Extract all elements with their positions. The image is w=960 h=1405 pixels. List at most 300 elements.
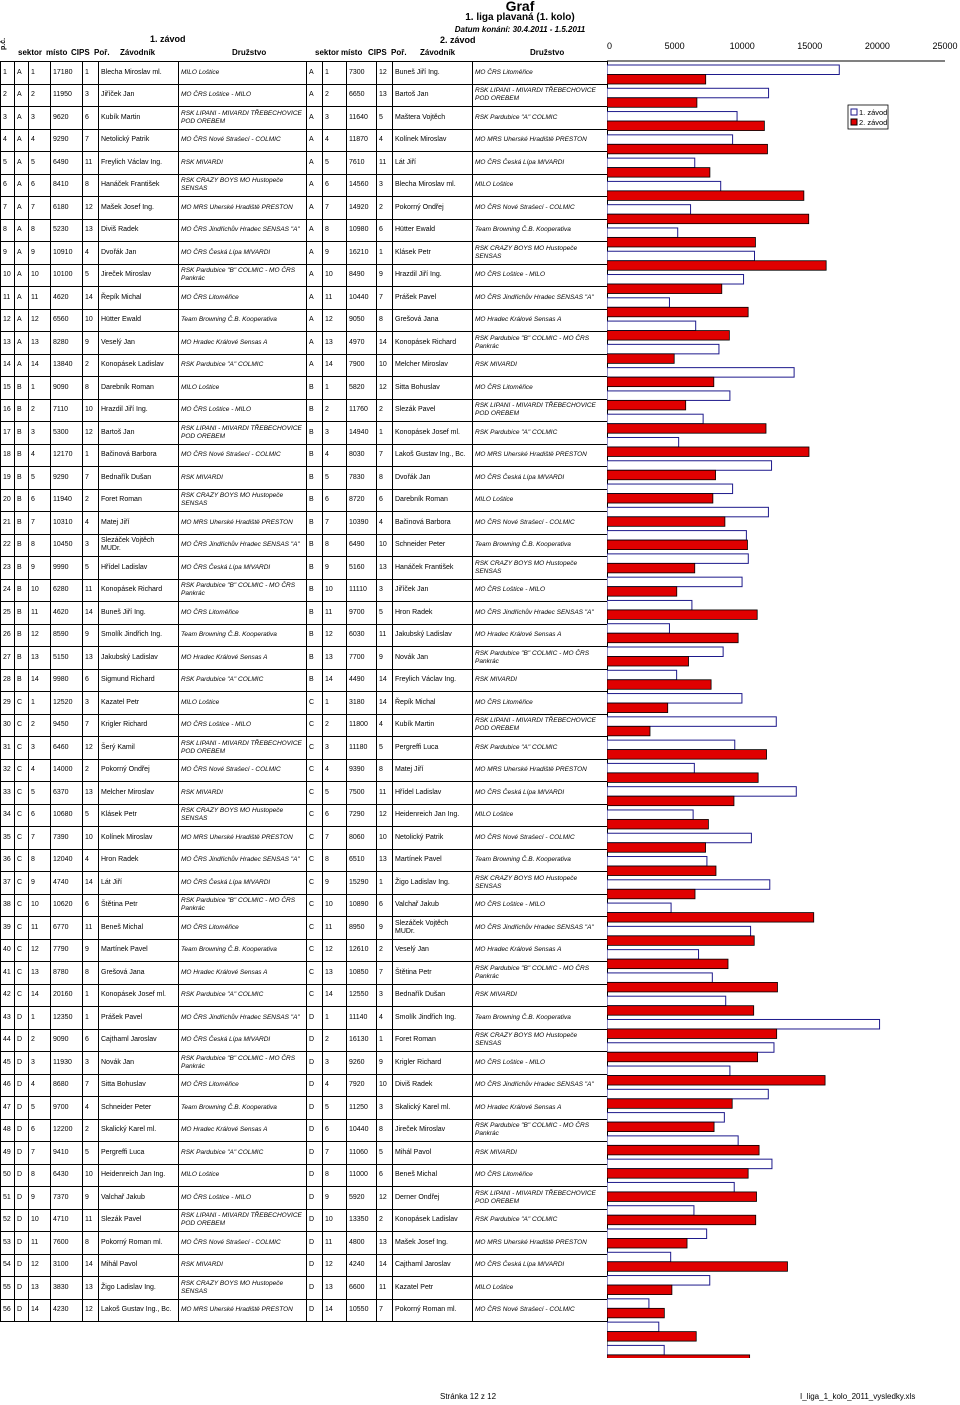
team-cell: Team Browning Č.B. Kooperativa xyxy=(179,1097,307,1120)
place-cell: 6 xyxy=(323,1119,347,1142)
competitor-cell: Slezák Pavel xyxy=(393,399,473,422)
place-cell: 1 xyxy=(323,62,347,85)
cips-cell: 4490 xyxy=(347,669,377,692)
table-row xyxy=(1,1209,608,1232)
bar-race-1 xyxy=(607,228,678,238)
sector-cell: A xyxy=(15,309,29,332)
rank-cell: 3 xyxy=(83,84,99,107)
rank-cell: 12 xyxy=(377,1187,393,1210)
bar-race-2 xyxy=(607,1239,687,1249)
place-cell: 10 xyxy=(323,579,347,602)
bar-race-1 xyxy=(607,205,691,215)
team-cell: MO ČRS Jindřichův Hradec SENSAS "A" xyxy=(473,1074,608,1097)
col-druzstvo-2: Družstvo xyxy=(530,48,565,57)
rank-cell: 5 xyxy=(377,602,393,625)
place-cell: 5 xyxy=(323,782,347,805)
competitor-cell: Klásek Petr xyxy=(99,804,179,827)
place-cell: 7 xyxy=(29,512,51,535)
cips-cell: 14000 xyxy=(51,759,83,782)
pc-cell: 19 xyxy=(1,467,15,490)
bar-race-2 xyxy=(607,144,767,154)
cips-cell: 7110 xyxy=(51,399,83,422)
cips-cell: 5230 xyxy=(51,219,83,242)
rank-cell: 8 xyxy=(377,467,393,490)
table-row xyxy=(1,107,608,130)
place-cell: 13 xyxy=(323,1277,347,1300)
cips-cell: 10390 xyxy=(347,512,377,535)
team-cell: MO ČRS Jindřichův Hradec SENSAS "A" xyxy=(179,219,307,242)
competitor-cell: Jakubský Ladislav xyxy=(99,647,179,670)
competitor-cell: Slezáček Vojtěch MUDr. xyxy=(99,534,179,557)
sector-cell: C xyxy=(307,939,323,962)
team-cell: RSK MIVARDI xyxy=(179,467,307,490)
place-cell: 2 xyxy=(323,714,347,737)
bar-race-1 xyxy=(607,1229,707,1239)
rank-cell: 13 xyxy=(377,557,393,580)
team-cell: RSK LIPANI - MIVARDI TŘEBECHOVICE POD OREBEM xyxy=(179,422,307,445)
bar-race-2 xyxy=(607,1122,714,1132)
place-cell: 13 xyxy=(29,962,51,985)
table-row xyxy=(1,962,608,985)
rank-cell: 2 xyxy=(377,399,393,422)
place-cell: 8 xyxy=(323,534,347,557)
table-row xyxy=(1,579,608,602)
cips-cell: 11180 xyxy=(347,737,377,760)
cips-cell: 13350 xyxy=(347,1209,377,1232)
rank-cell: 7 xyxy=(83,714,99,737)
competitor-cell: Lát Jiří xyxy=(393,152,473,175)
sector-cell: D xyxy=(307,1007,323,1030)
table-row xyxy=(1,1254,608,1277)
cips-cell: 16210 xyxy=(347,242,377,265)
bar-race-2 xyxy=(607,470,716,480)
cips-cell: 11800 xyxy=(347,714,377,737)
place-cell: 4 xyxy=(323,1074,347,1097)
bar-race-1 xyxy=(607,1182,734,1192)
bar-race-1 xyxy=(607,437,679,447)
place-cell: 2 xyxy=(29,399,51,422)
cips-cell: 7290 xyxy=(347,804,377,827)
sector-cell: A xyxy=(15,84,29,107)
pc-cell: 26 xyxy=(1,624,15,647)
cips-cell: 7500 xyxy=(347,782,377,805)
sector-cell: C xyxy=(15,714,29,737)
cips-cell: 7610 xyxy=(347,152,377,175)
cips-cell: 9980 xyxy=(51,669,83,692)
place-cell: 8 xyxy=(29,1164,51,1187)
sector-cell: A xyxy=(307,152,323,175)
footer-file: I_liga_1_kolo_2011_vysledky.xls xyxy=(800,1392,916,1401)
competitor-cell: Matej Jiří xyxy=(393,759,473,782)
pc-cell: 30 xyxy=(1,714,15,737)
cips-cell: 10680 xyxy=(51,804,83,827)
table-row xyxy=(1,647,608,670)
place-cell: 6 xyxy=(29,174,51,197)
rank-cell: 13 xyxy=(377,84,393,107)
bar-race-2 xyxy=(607,284,722,294)
competitor-cell: Sitta Bohuslav xyxy=(99,1074,179,1097)
rank-cell: 6 xyxy=(83,669,99,692)
cips-cell: 12200 xyxy=(51,1119,83,1142)
place-cell: 8 xyxy=(29,219,51,242)
bar-race-2 xyxy=(607,121,764,131)
team-cell: MILO Loštice xyxy=(179,1164,307,1187)
rank-cell: 11 xyxy=(83,1209,99,1232)
pc-cell: 53 xyxy=(1,1232,15,1255)
competitor-cell: Pokorný Ondřej xyxy=(99,759,179,782)
competitor-cell: Smolík Jindřich Ing. xyxy=(393,1007,473,1030)
table-row xyxy=(1,917,608,940)
competitor-cell: Maštera Vojtěch xyxy=(393,107,473,130)
sector-cell: A xyxy=(15,174,29,197)
sector-cell: A xyxy=(307,197,323,220)
table-row xyxy=(1,1074,608,1097)
bar-race-1 xyxy=(607,414,703,424)
rank-cell: 14 xyxy=(377,692,393,715)
sector-cell: D xyxy=(307,1074,323,1097)
cips-cell: 11940 xyxy=(51,489,83,512)
competitor-cell: Dvořák Jan xyxy=(393,467,473,490)
table-row xyxy=(1,174,608,197)
cips-cell: 8030 xyxy=(347,444,377,467)
team-cell: MO ČRS Jindřichův Hradec SENSAS "A" xyxy=(179,534,307,557)
table-row xyxy=(1,84,608,107)
place-cell: 9 xyxy=(323,872,347,895)
competitor-cell: Lakoš Gustav Ing., Bc. xyxy=(393,444,473,467)
pc-cell: 35 xyxy=(1,827,15,850)
competitor-cell: Konopásek Ladislav xyxy=(99,354,179,377)
team-cell: MILO Loštice xyxy=(179,692,307,715)
cips-cell: 5150 xyxy=(51,647,83,670)
competitor-cell: Kubík Martin xyxy=(99,107,179,130)
cips-cell: 8680 xyxy=(51,1074,83,1097)
competitor-cell: Kubík Martin xyxy=(393,714,473,737)
place-cell: 9 xyxy=(29,872,51,895)
bar-race-1 xyxy=(607,1043,774,1053)
team-cell: MO ČRS Litoměřice xyxy=(473,62,608,85)
rank-cell: 7 xyxy=(377,962,393,985)
team-cell: RSK MIVARDI xyxy=(473,669,608,692)
sector-cell: D xyxy=(15,1119,29,1142)
sector-cell: A xyxy=(15,332,29,355)
team-cell: RSK MIVARDI xyxy=(179,1254,307,1277)
legend-swatch-race-1 xyxy=(851,109,857,115)
sector-cell: C xyxy=(307,737,323,760)
bar-race-2 xyxy=(607,843,706,853)
rank-cell: 2 xyxy=(377,197,393,220)
team-cell: MO Hradec Králové Sensas A xyxy=(179,647,307,670)
rank-cell: 12 xyxy=(377,804,393,827)
cips-cell: 7600 xyxy=(51,1232,83,1255)
rank-cell: 3 xyxy=(83,692,99,715)
bar-race-1 xyxy=(607,926,751,936)
rank-cell: 4 xyxy=(377,714,393,737)
pc-cell: 21 xyxy=(1,512,15,535)
competitor-cell: Mihál Pavol xyxy=(393,1142,473,1165)
bar-race-1 xyxy=(607,833,751,843)
rank-cell: 1 xyxy=(377,1029,393,1052)
team-cell: Team Browning Č.B. Kooperativa xyxy=(179,939,307,962)
sector-cell: A xyxy=(15,62,29,85)
bar-race-2 xyxy=(607,936,754,946)
bar-race-1 xyxy=(607,717,776,727)
bar-race-1 xyxy=(607,1299,649,1309)
bar-race-2 xyxy=(607,1052,758,1062)
table-row xyxy=(1,287,608,310)
rank-cell: 9 xyxy=(377,264,393,287)
rank-cell: 10 xyxy=(83,1164,99,1187)
table-row xyxy=(1,872,608,895)
team-cell: MO ČRS Česká Lípa MIVARDI xyxy=(179,242,307,265)
rank-cell: 5 xyxy=(83,804,99,827)
place-cell: 1 xyxy=(323,377,347,400)
legend-label-race-1: 1. závod xyxy=(859,108,888,117)
cips-cell: 4970 xyxy=(347,332,377,355)
pc-cell: 20 xyxy=(1,489,15,512)
col-cips-1: CIPS xyxy=(71,48,90,57)
cips-cell: 11870 xyxy=(347,129,377,152)
place-cell: 2 xyxy=(323,84,347,107)
x-tick-label: 5000 xyxy=(664,41,685,51)
place-cell: 1 xyxy=(29,62,51,85)
results-chart xyxy=(607,38,960,1358)
competitor-cell: Krigler Richard xyxy=(393,1052,473,1075)
cips-cell: 11760 xyxy=(347,399,377,422)
place-cell: 8 xyxy=(323,1164,347,1187)
place-cell: 14 xyxy=(323,984,347,1007)
rank-cell: 4 xyxy=(83,1097,99,1120)
cips-cell: 9390 xyxy=(347,759,377,782)
sector-cell: A xyxy=(307,242,323,265)
pc-cell: 2 xyxy=(1,84,15,107)
table-row xyxy=(1,1007,608,1030)
rank-cell: 7 xyxy=(83,129,99,152)
cips-cell: 16130 xyxy=(347,1029,377,1052)
place-cell: 14 xyxy=(29,354,51,377)
bar-race-2 xyxy=(607,1332,696,1342)
cips-cell: 15290 xyxy=(347,872,377,895)
cips-cell: 6460 xyxy=(51,737,83,760)
place-cell: 13 xyxy=(323,962,347,985)
team-cell: MO ČRS Loštice - MILO xyxy=(473,264,608,287)
competitor-cell: Jireček Miroslav xyxy=(393,1119,473,1142)
sector-cell: D xyxy=(307,1164,323,1187)
competitor-cell: Kolínek Miroslav xyxy=(99,827,179,850)
team-cell: RSK CRAZY BOYS MO Hustopeče SENSAS xyxy=(179,1277,307,1300)
rank-cell: 2 xyxy=(83,759,99,782)
team-cell: MO MRS Uherské Hradiště PRESTON xyxy=(179,512,307,535)
sector-cell: A xyxy=(15,264,29,287)
bar-race-2 xyxy=(607,1099,732,1109)
bar-race-1 xyxy=(607,321,696,331)
team-cell: RSK Pardubice "B" COLMIC - MO ČRS Pankrác xyxy=(179,894,307,917)
bar-race-1 xyxy=(607,1206,694,1216)
bar-race-1 xyxy=(607,647,723,657)
sector-cell: B xyxy=(307,467,323,490)
pc-cell: 13 xyxy=(1,332,15,355)
team-cell: MO Hradec Králové Sensas A xyxy=(179,1119,307,1142)
table-row xyxy=(1,1277,608,1300)
competitor-cell: Konopásek Josef ml. xyxy=(99,984,179,1007)
competitor-cell: Derner Ondřej xyxy=(393,1187,473,1210)
col-misto-2: místo xyxy=(341,48,363,57)
cips-cell: 6490 xyxy=(51,152,83,175)
pc-cell: 29 xyxy=(1,692,15,715)
cips-cell: 4740 xyxy=(51,872,83,895)
competitor-cell: Konopásek Richard xyxy=(99,579,179,602)
rank-cell: 9 xyxy=(377,1052,393,1075)
bar-race-2 xyxy=(607,447,809,457)
bar-race-1 xyxy=(607,1159,772,1169)
rank-cell: 8 xyxy=(83,174,99,197)
team-cell: RSK LIPANI - MIVARDI TŘEBECHOVICE POD OREBEM xyxy=(179,737,307,760)
sector-cell: C xyxy=(15,827,29,850)
sector-cell: C xyxy=(307,782,323,805)
place-cell: 1 xyxy=(323,1007,347,1030)
rank-cell: 13 xyxy=(377,1232,393,1255)
bar-race-1 xyxy=(607,275,744,285)
sector-cell: A xyxy=(307,107,323,130)
competitor-cell: Šerý Kamil xyxy=(99,737,179,760)
place-cell: 14 xyxy=(323,354,347,377)
rank-cell: 11 xyxy=(83,152,99,175)
rank-cell: 8 xyxy=(377,759,393,782)
place-cell: 5 xyxy=(29,782,51,805)
team-cell: RSK Pardubice "A" COLMIC xyxy=(473,107,608,130)
rank-cell: 8 xyxy=(83,962,99,985)
rank-cell: 9 xyxy=(83,332,99,355)
pc-cell: 16 xyxy=(1,399,15,422)
pc-cell: 11 xyxy=(1,287,15,310)
team-cell: MO ČRS Jindřichův Hradec SENSAS "A" xyxy=(473,917,608,940)
team-cell: MO ČRS Jindřichův Hradec SENSAS "A" xyxy=(179,849,307,872)
team-cell: MO ČRS Nové Strašecí - COLMIC xyxy=(473,512,608,535)
place-cell: 5 xyxy=(29,467,51,490)
cips-cell: 11060 xyxy=(347,1142,377,1165)
competitor-cell: Mihál Pavol xyxy=(99,1254,179,1277)
bar-race-2 xyxy=(607,424,766,434)
place-cell: 3 xyxy=(29,737,51,760)
place-cell: 9 xyxy=(29,1187,51,1210)
sector-cell: D xyxy=(15,1254,29,1277)
bar-race-1 xyxy=(607,88,769,98)
table-row xyxy=(1,1232,608,1255)
bar-race-2 xyxy=(607,866,716,876)
place-cell: 10 xyxy=(323,264,347,287)
cips-cell: 12520 xyxy=(51,692,83,715)
cips-cell: 6370 xyxy=(51,782,83,805)
bar-race-1 xyxy=(607,903,671,913)
competitor-cell: Beneš Michal xyxy=(393,1164,473,1187)
pc-cell: 41 xyxy=(1,962,15,985)
sector-cell: B xyxy=(15,602,29,625)
rank-cell: 8 xyxy=(377,1119,393,1142)
team-cell: RSK LIPANI - MIVARDI TŘEBECHOVICE POD OREBEM xyxy=(473,399,608,422)
sector-cell: B xyxy=(307,557,323,580)
sector-cell: C xyxy=(307,894,323,917)
cips-cell: 9410 xyxy=(51,1142,83,1165)
place-cell: 14 xyxy=(29,669,51,692)
team-cell: RSK CRAZY BOYS MO Hustopeče SENSAS xyxy=(473,1029,608,1052)
team-cell: MO ČRS Nové Strašecí - COLMIC xyxy=(473,1299,608,1322)
rank-cell: 7 xyxy=(377,444,393,467)
team-cell: MO ČRS Nové Strašecí - COLMIC xyxy=(473,197,608,220)
sector-cell: D xyxy=(15,1029,29,1052)
cips-cell: 5820 xyxy=(347,377,377,400)
pc-cell: 8 xyxy=(1,219,15,242)
rank-cell: 4 xyxy=(377,1007,393,1030)
pc-cell: 34 xyxy=(1,804,15,827)
pc-cell: 56 xyxy=(1,1299,15,1322)
bar-race-2 xyxy=(607,191,804,201)
pc-cell: 27 xyxy=(1,647,15,670)
team-cell: RSK Pardubice "A" COLMIC xyxy=(179,984,307,1007)
place-cell: 12 xyxy=(323,1254,347,1277)
rank-cell: 12 xyxy=(83,422,99,445)
team-cell: MO ČRS Litoměřice xyxy=(473,377,608,400)
team-cell: MO ČRS Loštice - MILO xyxy=(473,894,608,917)
team-cell: MO MRS Uherské Hradiště PRESTON xyxy=(473,129,608,152)
place-cell: 2 xyxy=(29,714,51,737)
place-cell: 3 xyxy=(323,107,347,130)
competitor-cell: Schneider Peter xyxy=(99,1097,179,1120)
cips-cell: 10980 xyxy=(347,219,377,242)
cips-cell: 11110 xyxy=(347,579,377,602)
team-cell: Team Browning Č.B. Kooperativa xyxy=(179,309,307,332)
team-cell: MO ČRS Nové Strašecí - COLMIC xyxy=(473,827,608,850)
rank-cell: 1 xyxy=(83,1007,99,1030)
footer-page: Stránka 12 z 12 xyxy=(440,1392,497,1401)
competitor-cell: Valchař Jakub xyxy=(99,1187,179,1210)
bar-race-2 xyxy=(607,1006,754,1016)
place-cell: 1 xyxy=(29,1007,51,1030)
rank-cell: 2 xyxy=(83,1119,99,1142)
place-cell: 6 xyxy=(29,489,51,512)
competitor-cell: Kazatel Petr xyxy=(99,692,179,715)
place-cell: 6 xyxy=(323,489,347,512)
table-row xyxy=(1,62,608,85)
bar-race-2 xyxy=(607,796,734,806)
sector-cell: B xyxy=(307,377,323,400)
cips-cell: 12350 xyxy=(51,1007,83,1030)
sector-cell: C xyxy=(15,939,29,962)
pc-cell: 50 xyxy=(1,1164,15,1187)
cips-cell: 8060 xyxy=(347,827,377,850)
sector-cell: D xyxy=(307,1254,323,1277)
bar-race-1 xyxy=(607,1136,738,1146)
team-cell: MO ČRS Nové Strašecí - COLMIC xyxy=(179,1232,307,1255)
bar-race-1 xyxy=(607,577,742,587)
col-por-1: Poř. xyxy=(94,48,110,57)
rank-cell: 11 xyxy=(377,782,393,805)
team-cell: MO ČRS Loštice - MILO xyxy=(473,1052,608,1075)
cips-cell: 8780 xyxy=(51,962,83,985)
bar-race-2 xyxy=(607,773,758,783)
bar-race-1 xyxy=(607,1276,710,1286)
table-row xyxy=(1,1299,608,1322)
sector-cell: A xyxy=(15,129,29,152)
cips-cell: 8490 xyxy=(347,264,377,287)
competitor-cell: Lát Jiří xyxy=(99,872,179,895)
pc-cell: 23 xyxy=(1,557,15,580)
rank-cell: 10 xyxy=(377,1074,393,1097)
event-date: Datum konání: 30.4.2011 - 1.5.2011 xyxy=(454,25,586,34)
rank-cell: 2 xyxy=(377,939,393,962)
rank-cell: 3 xyxy=(83,1052,99,1075)
rank-cell: 12 xyxy=(83,737,99,760)
sector-cell: C xyxy=(307,849,323,872)
cips-cell: 9700 xyxy=(347,602,377,625)
